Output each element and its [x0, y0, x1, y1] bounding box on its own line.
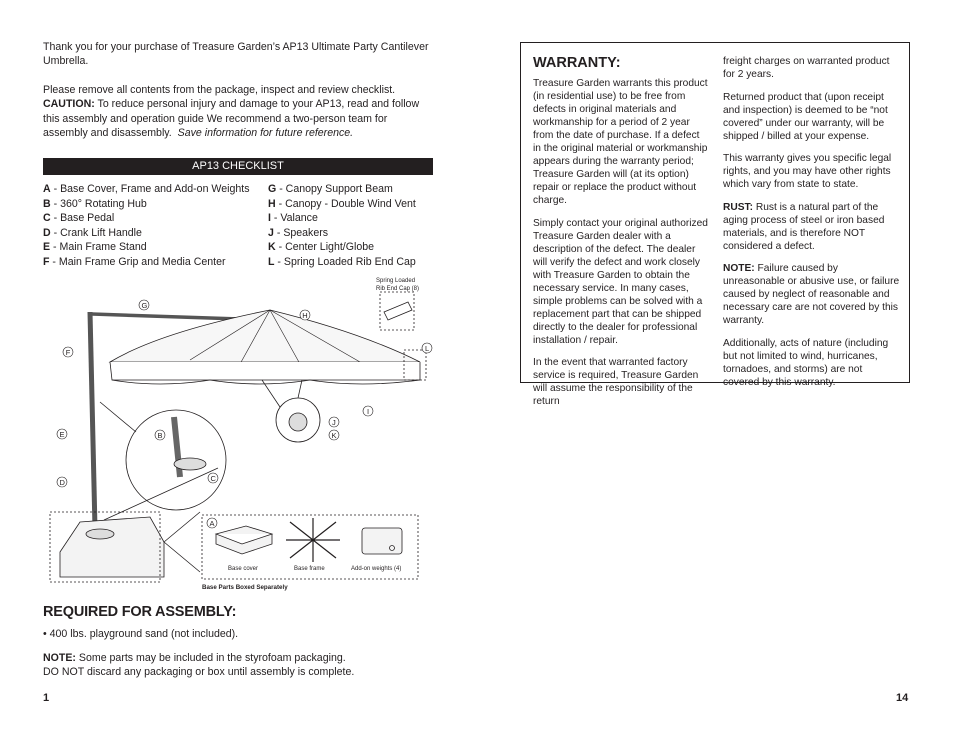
rust-text: Rust is a natural part of the aging process of steel or iron based materials, and is therefore NOT considered a defect. [723, 201, 885, 252]
warranty-rust [723, 201, 901, 253]
checklist-item: D - Crank Lift Handle [43, 226, 142, 239]
warranty-p5: Returned product that (upon receipt and inspection) is deemed to be “not covered” under our warranty, will be shipped / billed at your expense. [723, 91, 888, 142]
warranty-column-1 [533, 55, 709, 418]
rib-cap-label-2: Rib End Cap (8) [376, 286, 420, 292]
warranty-note [723, 262, 901, 327]
callout-i [363, 406, 373, 416]
base-cover-label: Base cover [228, 566, 259, 572]
svg-text:F: F [65, 348, 71, 357]
intro-instructions [43, 83, 433, 141]
checklist-item: C - Base Pedal [43, 212, 115, 224]
callout-a [207, 518, 217, 528]
svg-text:A: A [209, 519, 215, 528]
warranty-p2: Simply contact your original authorized Treasure Garden dealer with a description of the defect. The dealer will verify the defect and work closely with Treasure Garden to obtain the necessary service. In many cases, simple problems can be solved with a replacement part that can be shipped directly to the dealer for professional installation / repair. [533, 217, 708, 346]
warranty-box [520, 42, 910, 407]
checklist-item: I - Valance [268, 212, 318, 224]
checklist-item: E - Main Frame Stand [43, 241, 147, 253]
svg-text:C: C [210, 474, 216, 483]
rust-label: RUST: [723, 201, 753, 213]
warranty-p9: Additionally, acts of nature (including but not limited to wind, hurricanes, tornadoes, and storms) are not covered by this warranty. [723, 337, 889, 388]
svg-text:I: I [367, 407, 370, 416]
checklist-item: L - Spring Loaded Rib End Cap [268, 255, 416, 268]
warranty-column-2 [723, 55, 901, 398]
checklist-item: J - Speakers [268, 226, 329, 239]
intro-thanks: Thank you for your purchase of Treasure Garden’s AP13 Ultimate Party Cantilever Umbrella. [43, 41, 429, 68]
required-title: REQUIRED FOR ASSEMBLY: [43, 604, 237, 620]
note-text: Some parts may be included in the styrofoam packaging. [75, 652, 346, 664]
note-label: NOTE: [43, 652, 76, 664]
svg-text:K: K [331, 431, 337, 440]
callout-h [300, 310, 310, 320]
svg-text:E: E [59, 430, 65, 439]
warranty-note-text: Failure caused by unreasonable or abusive use, or failure caused by neglect of reasonable and necessary care are not covered by this warranty. [723, 263, 900, 326]
required-item: • 400 lbs. playground sand (not included). [43, 628, 239, 640]
svg-text:J: J [332, 418, 336, 427]
warranty-note-label: NOTE: [723, 263, 755, 274]
warranty-title: WARRANTY: [533, 55, 621, 71]
svg-text:D: D [59, 478, 65, 487]
checklist-item: H - Canopy - Double Wind Vent [268, 197, 416, 210]
note-line2: DO NOT discard any packaging or box until assembly is complete. [43, 665, 355, 678]
checklist-item: F - Main Frame Grip and Media Center [43, 255, 226, 268]
page-number-left: 1 [43, 692, 50, 704]
caution-text: To reduce personal injury and damage to your AP13, read and follow this assembly and operation guide We recommend a two-person team for assembly and disassembly. [43, 98, 420, 140]
warranty-p6: This warranty gives you specific legal rights, and you may have other rights which vary from state to state. [723, 153, 892, 190]
caution-label: CAUTION: [43, 98, 95, 111]
checklist-title: AP13 CHECKLIST [43, 158, 433, 175]
warranty-p1: Treasure Garden warrants this product (in residential use) to be free from defects in original materials and workmanship for a period of 2 year from the date of purchase. If a defect in the original material or workmanship appears during the warranty period; Treasure Garden will (at its option) repair or replace the product without charge. [533, 78, 708, 206]
checklist-item: B - 360° Rotating Hub [43, 197, 147, 210]
callout-b [155, 430, 165, 440]
svg-text:G: G [141, 301, 148, 310]
warranty-p3: In the event that warranted factory service is required, Treasure Garden will assume the responsibility of the return [533, 357, 699, 407]
warranty-p4: freight charges on warranted product for 2 years. [723, 56, 890, 80]
checklist-right-column [268, 182, 416, 269]
intro-remove: Please remove all contents from the package, inspect and review checklist. [43, 83, 396, 96]
callout-k [329, 430, 339, 440]
callout-j [329, 417, 339, 427]
svg-text:L: L [425, 344, 430, 353]
svg-text:B: B [157, 431, 163, 440]
base-parts-note: Base Parts Boxed Separately [202, 584, 288, 591]
page-number-right: 14 [896, 692, 909, 704]
callout-e [57, 429, 67, 439]
base-frame-label: Base frame [294, 566, 325, 572]
intro-text [43, 40, 433, 154]
rib-cap-label-1: Spring Loaded [376, 278, 416, 284]
save-info: Save information for future reference. [177, 127, 354, 140]
checklist-item: A - Base Cover, Frame and Add-on Weights [43, 183, 250, 195]
addon-weights-label: Add-on weights (4) [351, 566, 402, 572]
checklist-item: K - Center Light/Globe [268, 241, 374, 253]
callout-g [139, 300, 149, 310]
svg-text:H: H [302, 311, 308, 320]
callout-l [422, 343, 432, 353]
callout-d [57, 477, 67, 487]
callout-f [63, 347, 73, 357]
checklist-left-column [43, 182, 250, 269]
checklist-item: G - Canopy Support Beam [268, 183, 393, 195]
umbrella-diagram [40, 272, 440, 597]
callout-c [208, 473, 218, 483]
valance [110, 362, 420, 380]
packaging-note [43, 652, 354, 679]
